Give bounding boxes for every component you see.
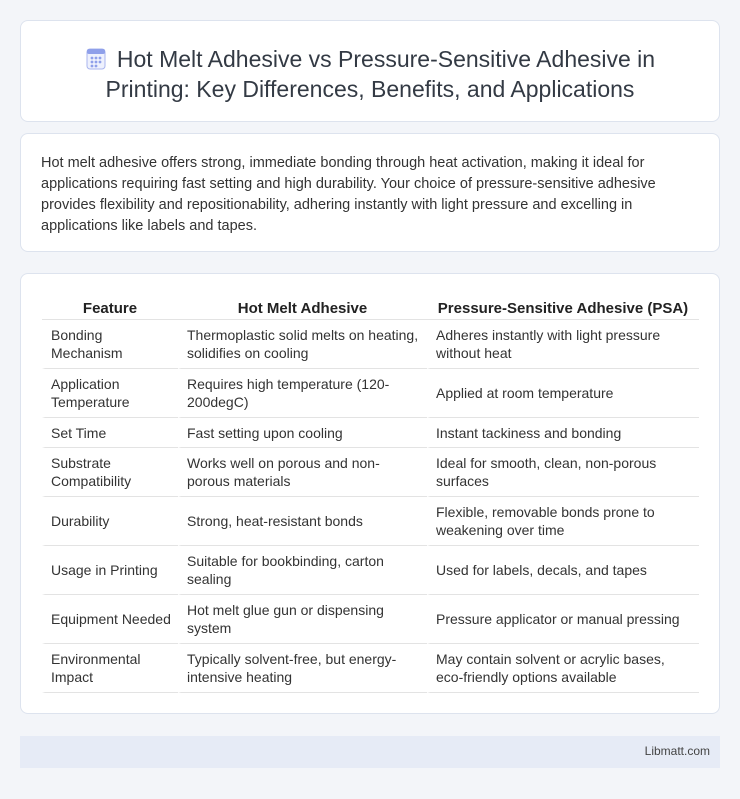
table-row (42, 497, 699, 546)
page-title-text: Hot Melt Adhesive vs Pressure-Sensitive Adhesive in Printing: Key Differences, Benefits, and Applications (105, 46, 656, 102)
table-cell: May contain solvent or acrylic bases, eco-friendly options available (427, 644, 699, 693)
table-cell: Fast setting upon cooling (178, 418, 427, 448)
column-header-feature: Feature (42, 290, 178, 320)
table-cell: Ideal for smooth, clean, non-porous surfaces (427, 448, 699, 497)
table-row (42, 644, 699, 693)
column-header-hot-melt: Hot Melt Adhesive (178, 290, 427, 320)
table-cell: Equipment Needed (42, 595, 178, 644)
page-title (51, 44, 689, 104)
table-cell: Environmental Impact (42, 644, 178, 693)
intro-paragraph: Hot melt adhesive offers strong, immediate bonding through heat activation, making it ideal for applications requiring fast setting and high durability. Your choice of pressure-sensitive adhesive provides flexibility and repositionability, adhering instantly with light pressure and excelling in applications like labels and tapes. (41, 155, 656, 234)
table-cell: Flexible, removable bonds prone to weakening over time (427, 497, 699, 546)
table-cell: Application Temperature (42, 369, 178, 418)
intro-card (20, 133, 720, 252)
table-cell: Used for labels, decals, and tapes (427, 546, 699, 595)
table-cell: Requires high temperature (120-200degC) (178, 369, 427, 418)
comparison-table-card (20, 273, 720, 714)
table-cell: Hot melt glue gun or dispensing system (178, 595, 427, 644)
document-grid-icon (85, 48, 107, 70)
table-cell: Substrate Compatibility (42, 448, 178, 497)
table-cell: Usage in Printing (42, 546, 178, 595)
table-cell: Adheres instantly with light pressure without heat (427, 320, 699, 369)
table-cell: Strong, heat-resistant bonds (178, 497, 427, 546)
table-row (42, 369, 699, 418)
comparison-table (42, 290, 699, 693)
footer-bar (20, 736, 720, 768)
title-card (20, 20, 720, 122)
table-row (42, 320, 699, 369)
table-row (42, 448, 699, 497)
table-row (42, 595, 699, 644)
table-cell: Thermoplastic solid melts on heating, solidifies on cooling (178, 320, 427, 369)
table-cell: Bonding Mechanism (42, 320, 178, 369)
table-cell: Durability (42, 497, 178, 546)
column-header-psa: Pressure-Sensitive Adhesive (PSA) (427, 290, 699, 320)
table-row (42, 418, 699, 448)
table-cell: Pressure applicator or manual pressing (427, 595, 699, 644)
table-cell: Suitable for bookbinding, carton sealing (178, 546, 427, 595)
table-header-row (42, 290, 699, 320)
table-cell: Applied at room temperature (427, 369, 699, 418)
table-cell: Instant tackiness and bonding (427, 418, 699, 448)
table-cell: Set Time (42, 418, 178, 448)
table-cell: Works well on porous and non-porous materials (178, 448, 427, 497)
footer-site-link[interactable]: Libmatt.com (644, 744, 710, 758)
table-row (42, 546, 699, 595)
table-cell: Typically solvent-free, but energy-intensive heating (178, 644, 427, 693)
